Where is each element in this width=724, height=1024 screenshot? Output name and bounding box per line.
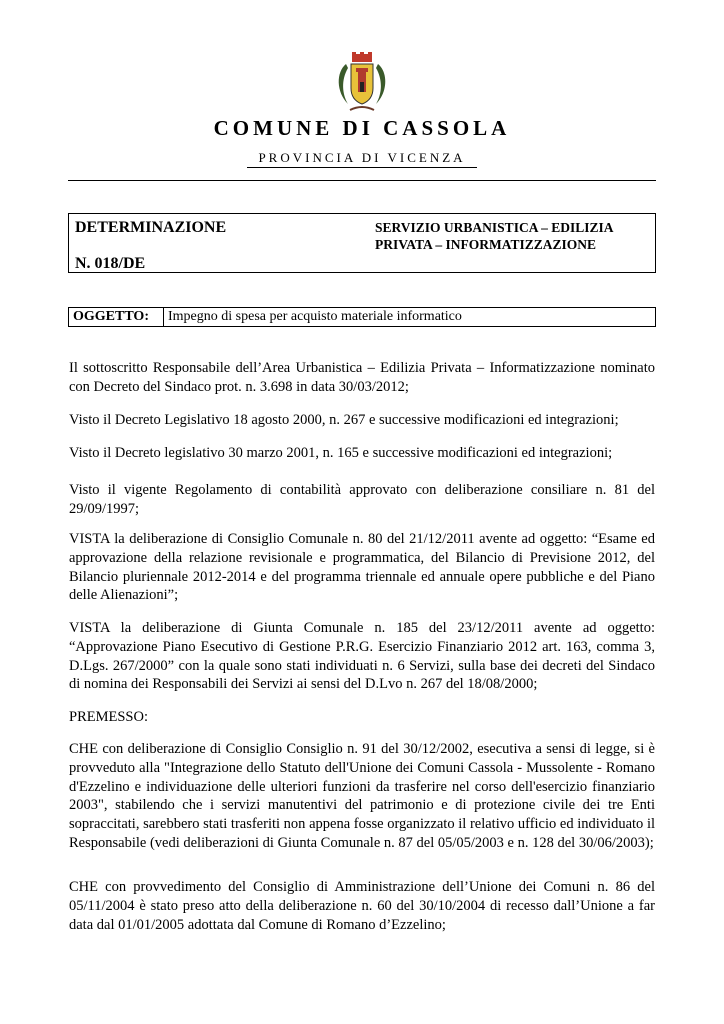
paragraph-dlgs-267: Visto il Decreto Legislativo 18 agosto 2000, n. 267 e successive modificazioni ed integrazioni; <box>69 412 619 428</box>
provincia-subtitle: PROVINCIA DI VICENZA <box>258 150 466 165</box>
oggetto-value: Impegno di spesa per acquisto materiale informatico <box>168 309 462 324</box>
service-line-2: PRIVATA – INFORMATIZZAZIONE <box>375 237 597 252</box>
comune-title: COMUNE DI CASSOLA <box>213 116 511 140</box>
oggetto-box <box>68 307 656 327</box>
determinazione-box <box>68 213 656 273</box>
paragraph-delibera-giunta: VISTA la deliberazione di Giunta Comunale n. 185 del 23/12/2011 avente ad oggetto: “Approvazione Piano Esecutivo di Gestione P.R.G. Esercizio Finanziario 2012 art. 163, comma 3, D.Lgs. 267/2000” con la quale sono stati individuati n. 6 Servizi, sulla base dei decreti del Sindaco di nomina dei Responsabili dei Servizi ai sensi del D.Lvo n. 267 del 18/08/2000; <box>69 620 655 693</box>
paragraph-premesso: PREMESSO: <box>69 709 148 725</box>
paragraph-dlgs-165: Visto il Decreto legislativo 30 marzo 2001, n. 165 e successive modificazioni ed integrazioni; <box>69 445 613 461</box>
oggetto-label: OGGETTO: <box>73 309 149 324</box>
paragraph-recesso: CHE con provvedimento del Consiglio di Amministrazione dell’Unione dei Comuni n. 86 del 05/11/2004 è stato preso atto della deliberazione n. 60 del 30/10/2004 di recesso dall’Unione a far data dal 01/01/2005 adottata dal Comune di Romano d’Ezzelino; <box>69 879 655 933</box>
coat-of-arms-icon <box>332 50 392 112</box>
header-divider <box>68 180 656 181</box>
oggetto-separator <box>163 308 164 326</box>
determinazione-number: N. 018/DE <box>75 255 146 272</box>
paragraph-responsabile: Il sottoscritto Responsabile dell’Area Urbanistica – Edilizia Privata – Informatizzazione nominato con Decreto del Sindaco prot. n. 3.698 in data 30/03/2012; <box>69 360 655 395</box>
provincia-underline <box>247 167 477 168</box>
paragraph-regolamento: Visto il vigente Regolamento di contabilità approvato con deliberazione consiliare n. 81 del 29/09/1997; <box>69 482 655 517</box>
paragraph-unione-comuni: CHE con deliberazione di Consiglio Consiglio n. 91 del 30/12/2002, esecutiva a sensi di legge, si è provveduto alla "Integrazione dello Statuto dell'Unione dei Comuni Cassola - Mussolente - Romano d'Ezzelino e individuazione delle ulteriori funzioni da trasferire nel corso dell'esercizio finanziario 2003", stabilendo che i servizi manutentivi del patrimonio e di protezione civile dei tre Enti sopraccitati, sarebbero stati trasferiti non appena fosse organizzato il relativo ufficio ed individuato il Responsabile (vedi deliberazioni di Giunta Comunale n. 87 del 05/05/2003 e n. 128 del 30/06/2003); <box>69 741 655 851</box>
determinazione-title: DETERMINAZIONE <box>75 219 227 236</box>
paragraph-delibera-consiglio: VISTA la deliberazione di Consiglio Comunale n. 80 del 21/12/2011 avente ad oggetto: “Esame ed approvazione della relazione revisionale e programmatica, del Bilancio di Previsione 2012, del Bilancio pluriennale 2012-2014 e del programma triennale ed annuale opere pubbliche e del Piano delle Alienazioni”; <box>69 531 655 604</box>
service-name <box>375 219 651 253</box>
service-line-1: SERVIZIO URBANISTICA – EDILIZIA <box>375 220 614 235</box>
